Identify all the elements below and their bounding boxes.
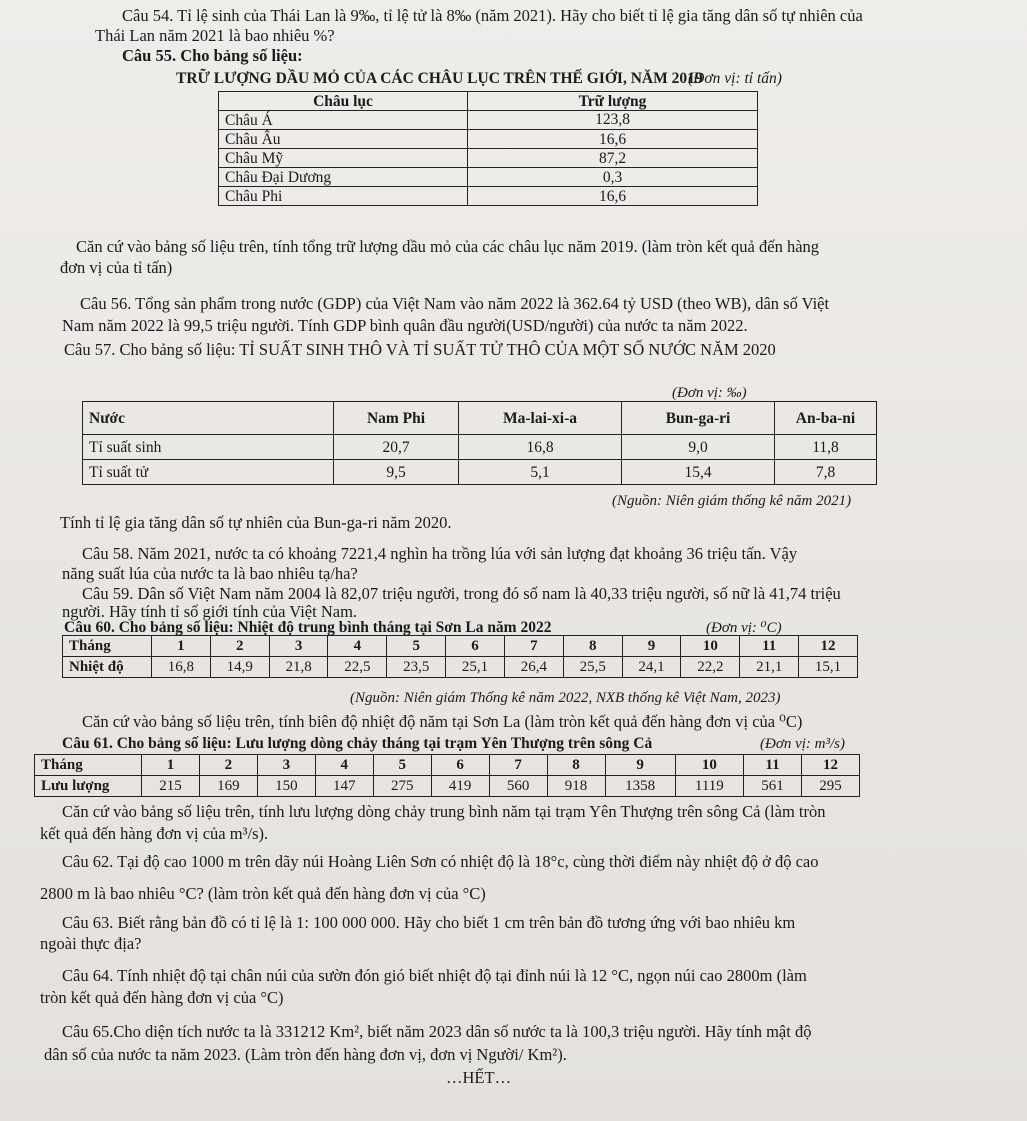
q62-line-2: 2800 m là bao nhiêu °C? (làm tròn kết quả đến hàng đơn vị của °C)	[40, 884, 486, 903]
q65-line-2: dân số của nước ta năm 2023. (Làm tròn đến hàng đơn vị, đơn vị Người/ Km²).	[44, 1045, 567, 1064]
q64-line-1: Câu 64. Tính nhiệt độ tại chân núi của sườn đón gió biết nhiệt độ tại đỉnh núi là 12 °C, ngọn núi cao 2800m (làm	[62, 966, 807, 985]
table-header-cell: Nam Phi	[334, 402, 459, 435]
table-header-cell: 8	[563, 636, 622, 657]
table-row	[83, 460, 877, 485]
table-cell: 1119	[675, 776, 743, 797]
table-cell: 14,9	[210, 657, 269, 678]
table-header-cell: 2	[210, 636, 269, 657]
table-cell: 24,1	[622, 657, 681, 678]
table-cell: 21,1	[740, 657, 799, 678]
table-cell: 16,8	[459, 435, 622, 460]
table-cell: 11,8	[775, 435, 877, 460]
q61-intro: Câu 61. Cho bảng số liệu: Lưu lượng dòng chảy tháng tại trạm Yên Thượng trên sông Cả	[62, 735, 653, 752]
table-cell: Lưu lượng	[35, 776, 142, 797]
table-row	[219, 149, 758, 168]
table-cell: 20,7	[334, 435, 459, 460]
table-cell: 1358	[605, 776, 675, 797]
table-cell: 918	[547, 776, 605, 797]
table-header-cell: An-ba-ni	[775, 402, 877, 435]
table-cell: 147	[315, 776, 373, 797]
q63-line-2: ngoài thực địa?	[40, 934, 142, 953]
table-header-cell: Trữ lượng	[468, 92, 758, 111]
q56-line-1: Câu 56. Tổng sản phẩm trong nước (GDP) của Việt Nam vào năm 2022 là 362.64 tỷ USD (theo WB), dân số Việt	[80, 294, 830, 313]
q61-ask-line-1: Căn cứ vào bảng số liệu trên, tính lưu lượng dòng chảy trung bình năm tại trạm Yên Thượng trên sông Cả (làm tròn	[62, 802, 826, 821]
table-row	[63, 657, 858, 678]
table-header-cell: Châu lục	[219, 92, 468, 111]
table-cell: 16,6	[468, 130, 758, 149]
q64-line-2: tròn kết quả đến hàng đơn vị của °C)	[40, 988, 284, 1007]
table-header-cell: Bun-ga-ri	[622, 402, 775, 435]
table-cell: Nhiệt độ	[63, 657, 152, 678]
table-header-cell: 10	[675, 755, 743, 776]
table-cell: 26,4	[504, 657, 563, 678]
table-cell: 15,4	[622, 460, 775, 485]
table-cell: 5,1	[459, 460, 622, 485]
table-header-cell: Nước	[83, 402, 334, 435]
table-row	[35, 755, 860, 776]
q60-intro: Câu 60. Cho bảng số liệu: Nhiệt độ trung bình tháng tại Sơn La năm 2022	[64, 619, 552, 636]
table-header-cell: 12	[799, 636, 858, 657]
table-cell: 150	[257, 776, 315, 797]
q65-line-1: Câu 65.Cho diện tích nước ta là 331212 Km², biết năm 2023 dân số nước ta là 100,3 triệu người. Hãy tính mật độ	[62, 1022, 812, 1041]
table-header-cell: 5	[373, 755, 431, 776]
table-cell: 25,5	[563, 657, 622, 678]
table-header-cell: 4	[328, 636, 387, 657]
table-row	[219, 168, 758, 187]
table-header-cell: 3	[257, 755, 315, 776]
table-header-cell: Tháng	[63, 636, 152, 657]
table-cell: 295	[801, 776, 859, 797]
table-header-cell: 3	[269, 636, 328, 657]
table-cell: 15,1	[799, 657, 858, 678]
q58-line-1: Câu 58. Năm 2021, nước ta có khoảng 7221,4 nghìn ha trồng lúa với sản lượng đạt khoảng 36 triệu tấn. Vậy	[82, 544, 798, 563]
table-cell: Châu Đại Dương	[219, 168, 468, 187]
q57-unit: (Đơn vị: ‰)	[672, 385, 747, 401]
q60-source: (Nguồn: Niên giám Thống kê năm 2022, NXB thống kê Việt Nam, 2023)	[350, 690, 781, 706]
table-cell: 9,0	[622, 435, 775, 460]
q55-unit: (Đơn vị: tỉ tấn)	[688, 70, 782, 87]
table-header-cell: 11	[740, 636, 799, 657]
q57-ask: Tính tỉ lệ gia tăng dân số tự nhiên của Bun-ga-ri năm 2020.	[60, 513, 452, 532]
table-cell: 561	[744, 776, 802, 797]
table-header-cell: 1	[142, 755, 200, 776]
q60-temperature-table	[62, 635, 858, 678]
table-cell: Tỉ suất tử	[83, 460, 334, 485]
table-header-cell: 2	[199, 755, 257, 776]
table-cell: Châu Phi	[219, 187, 468, 206]
table-cell: 25,1	[446, 657, 505, 678]
table-cell: 16,8	[152, 657, 211, 678]
q57-intro: Câu 57. Cho bảng số liệu: TỈ SUẤT SINH THÔ VÀ TỈ SUẤT TỬ THÔ CỦA MỘT SỐ NƯỚC NĂM 2020	[64, 340, 776, 359]
q55-ask-line-2: đơn vị của tỉ tấn)	[60, 258, 173, 277]
table-cell: Châu Á	[219, 111, 468, 130]
table-row	[83, 435, 877, 460]
q59-line-1: Câu 59. Dân số Việt Nam năm 2004 là 82,07 triệu người, trong đó số nam là 40,33 triệu người, số nữ là 41,74 triệu	[82, 584, 841, 603]
q62-line-1: Câu 62. Tại độ cao 1000 m trên dãy núi Hoàng Liên Sơn có nhiệt độ là 18°c, cùng thời điểm này nhiệt độ ở độ cao	[62, 852, 819, 871]
table-cell: 169	[199, 776, 257, 797]
table-header-cell: 9	[605, 755, 675, 776]
q63-line-1: Câu 63. Biết rằng bản đồ có tỉ lệ là 1: 100 000 000. Hãy cho biết 1 cm trên bản đồ tương ứng với bao nhiêu km	[62, 913, 796, 932]
table-header-cell: 7	[489, 755, 547, 776]
q56-line-2: Nam năm 2022 là 99,5 triệu người. Tính GDP bình quân đầu người(USD/người) của nước ta năm 2022.	[62, 316, 748, 335]
q54-line-1: Câu 54. Tỉ lệ sinh của Thái Lan là 9‰, tỉ lệ tử là 8‰ (năm 2021). Hãy cho biết tỉ lệ gia tăng dân số tự nhiên của	[122, 6, 863, 25]
table-row	[35, 776, 860, 797]
table-cell: 275	[373, 776, 431, 797]
table-cell: 22,5	[328, 657, 387, 678]
table-cell: Châu Mỹ	[219, 149, 468, 168]
table-cell: 7,8	[775, 460, 877, 485]
table-header-cell: Tháng	[35, 755, 142, 776]
table-cell: 23,5	[387, 657, 446, 678]
table-header-cell: 7	[504, 636, 563, 657]
table-header-cell: 5	[387, 636, 446, 657]
end-marker: …HẾT…	[446, 1068, 512, 1087]
q58-line-2: năng suất lúa của nước ta là bao nhiêu tạ/ha?	[62, 564, 358, 583]
table-cell: 22,2	[681, 657, 740, 678]
table-header-cell: 4	[315, 755, 373, 776]
table-header-cell: 9	[622, 636, 681, 657]
table-row	[219, 187, 758, 206]
table-header-cell: 10	[681, 636, 740, 657]
table-row	[219, 111, 758, 130]
q54-line-2: Thái Lan năm 2021 là bao nhiêu %?	[95, 26, 335, 45]
table-row	[219, 92, 758, 111]
table-row	[63, 636, 858, 657]
q55-oil-table	[218, 91, 758, 206]
q61-unit: (Đơn vị: m³/s)	[760, 736, 845, 752]
table-cell: 0,3	[468, 168, 758, 187]
table-row	[219, 130, 758, 149]
table-header-cell: 6	[431, 755, 489, 776]
table-header-cell: 6	[446, 636, 505, 657]
q59-line-2: người. Hãy tính tỉ số giới tính của Việt Nam.	[62, 602, 358, 621]
q57-rates-table	[82, 401, 877, 485]
table-cell: 419	[431, 776, 489, 797]
table-header-cell: 12	[801, 755, 859, 776]
q60-ask: Căn cứ vào bảng số liệu trên, tính biên độ nhiệt độ năm tại Sơn La (làm tròn kết quả đến hàng đơn vị của ⁰C)	[82, 712, 803, 731]
table-header-cell: 1	[152, 636, 211, 657]
q55-ask-line-1: Căn cứ vào bảng số liệu trên, tính tổng trữ lượng dầu mỏ của các châu lục năm 2019. (làm tròn kết quả đến hàng	[76, 237, 820, 256]
table-header-cell: 8	[547, 755, 605, 776]
q55-intro: Câu 55. Cho bảng số liệu:	[122, 46, 303, 65]
q61-flow-table	[34, 754, 860, 797]
table-cell: 215	[142, 776, 200, 797]
table-cell: 21,8	[269, 657, 328, 678]
table-cell: 560	[489, 776, 547, 797]
q60-unit: (Đơn vị: ⁰C)	[706, 620, 782, 636]
table-row	[83, 402, 877, 435]
table-header-cell: 11	[744, 755, 802, 776]
q55-table-title: TRỮ LƯỢNG DẦU MỎ CỦA CÁC CHÂU LỤC TRÊN THẾ GIỚI, NĂM 2019	[176, 70, 703, 87]
table-cell: Tỉ suất sinh	[83, 435, 334, 460]
q61-ask-line-2: kết quả đến hàng đơn vị của m³/s).	[40, 824, 269, 843]
table-cell: 87,2	[468, 149, 758, 168]
table-cell: 16,6	[468, 187, 758, 206]
table-cell: 9,5	[334, 460, 459, 485]
table-header-cell: Ma-lai-xi-a	[459, 402, 622, 435]
q57-source: (Nguồn: Niên giám thống kê năm 2021)	[612, 493, 852, 509]
table-cell: 123,8	[468, 111, 758, 130]
table-cell: Châu Âu	[219, 130, 468, 149]
